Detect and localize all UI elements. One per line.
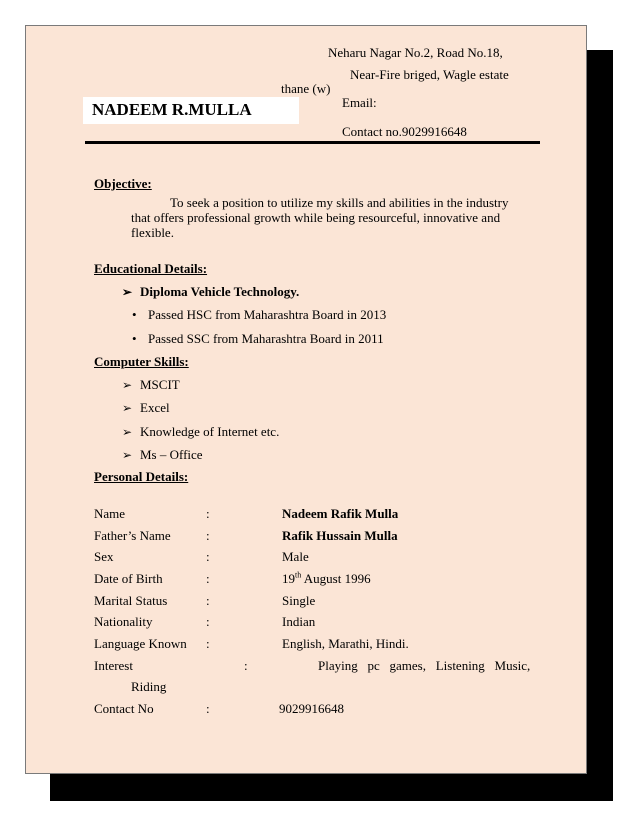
list-item [122,447,203,463]
detail-value-interest-cont: Riding [131,679,167,694]
personal-heading: Personal Details: [94,469,189,484]
list-item [122,377,180,393]
arrow-bullet-icon: ➢ [122,285,133,299]
detail-colon: : [206,528,210,543]
list-item [132,307,386,323]
skill-text: Ms – Office [140,447,203,462]
arrow-bullet-icon: ➢ [122,401,133,415]
list-item [122,400,170,416]
bullet-icon: • [132,331,137,346]
address-line-3: thane (w) [281,81,331,96]
detail-value-interest: Playing pc games, Listening Music, [318,658,531,673]
detail-colon: : [206,614,210,629]
arrow-bullet-icon: ➢ [122,425,133,439]
ssc-text: Passed SSC from Maharashtra Board in 2011 [148,331,384,346]
detail-value-language: English, Marathi, Hindi. [282,636,409,651]
detail-label: Name [94,506,126,521]
skill-text: Excel [140,400,170,415]
detail-colon: : [206,571,210,586]
detail-label: Date of Birth [94,571,163,586]
detail-value-father: Rafik Hussain Mulla [282,528,398,543]
detail-label: Father’s Name [94,528,171,543]
detail-label: Interest [94,658,133,673]
detail-value-nationality: Indian [282,614,316,629]
email-label: Email: [342,95,377,110]
list-item [132,331,384,347]
detail-value-marital: Single [282,593,316,608]
diploma-text: Diploma Vehicle Technology. [140,284,300,299]
skill-text: MSCIT [140,377,180,392]
detail-colon: : [206,549,210,564]
detail-label: Contact No [94,701,154,716]
address-line-2: Near-Fire briged, Wagle estate [350,67,509,82]
dob-suffix: th [295,570,302,580]
hsc-text: Passed HSC from Maharashtra Board in 2013 [148,307,387,322]
header-divider [85,141,540,144]
detail-value-dob [282,571,371,587]
arrow-bullet-icon: ➢ [122,378,133,392]
list-item [122,424,279,440]
candidate-name: NADEEM R.MULLA [92,100,252,119]
detail-label: Language Known [94,636,187,651]
dob-day: 19 [282,571,295,586]
detail-label: Sex [94,549,114,564]
objective-heading: Objective: [94,176,152,191]
detail-colon: : [206,636,210,651]
detail-colon: : [206,593,210,608]
skill-text: Knowledge of Internet etc. [140,424,280,439]
detail-colon: : [206,506,210,521]
education-heading: Educational Details: [94,261,208,276]
contact-line: Contact no.9029916648 [342,124,467,139]
skills-heading: Computer Skills: [94,354,189,369]
detail-label: Nationality [94,614,153,629]
detail-value-name: Nadeem Rafik Mulla [282,506,399,521]
detail-value-sex: Male [282,549,309,564]
arrow-bullet-icon: ➢ [122,448,133,462]
detail-label: Marital Status [94,593,168,608]
objective-line-1: To seek a position to utilize my skills and abilities in the industry [170,195,509,210]
detail-colon: : [244,658,248,673]
dob-rest: August 1996 [301,571,371,586]
bullet-icon: • [132,307,137,322]
objective-line-2: that offers professional growth while being resourceful, innovative and [131,210,501,225]
list-item [122,284,299,300]
detail-value-contact: 9029916648 [279,701,344,716]
address-line-1: Neharu Nagar No.2, Road No.18, [328,45,503,60]
objective-line-3: flexible. [131,225,174,240]
detail-colon: : [206,701,210,716]
